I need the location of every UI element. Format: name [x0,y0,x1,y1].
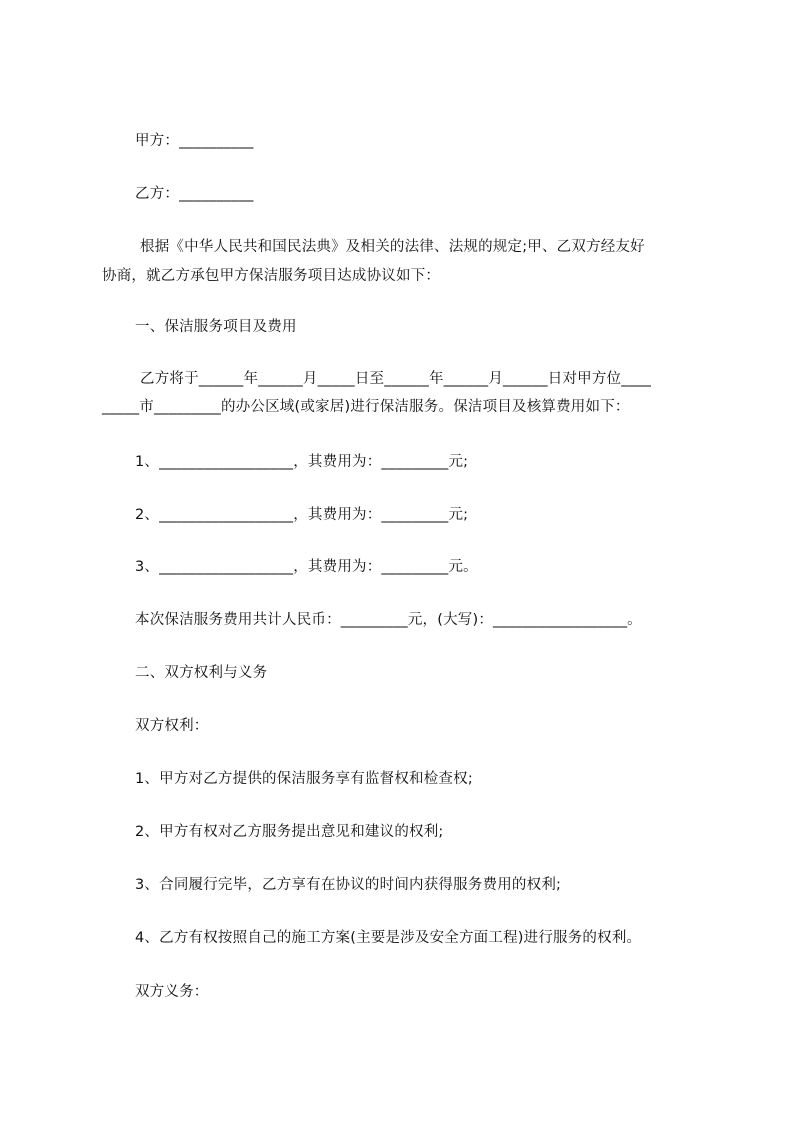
right-item-4: 4、乙方有权按照自己的施工方案(主要是涉及安全方面工程)进行服务的权利。 [135,930,642,946]
fee-item-1: 1、__________________，其费用为：_________元; [135,454,469,470]
section1-heading: 一、保洁服务项目及费用 [135,319,297,335]
right-item-1: 1、甲方对乙方提供的保洁服务享有监督权和检查权; [135,771,473,787]
fee-item-3: 3、__________________，其费用为：_________元。 [135,559,478,575]
right-item-2: 2、甲方有权对乙方服务提出意见和建议的权利; [135,824,444,840]
rights-heading: 双方权利： [135,718,209,734]
total-fee-line: 本次保洁服务费用共计人民币：_________元，(大写)：__________________。 [135,612,642,628]
party-a-line: 甲方：__________ [135,133,254,149]
fee-item-2: 2、__________________，其费用为：_________元; [135,507,469,523]
section2-heading: 二、双方权利与义务 [135,665,268,681]
service-paragraph-line-2: _____市_________的办公区域(或家居)进行保洁服务。保洁项目及核算费用如下： [102,399,630,415]
service-paragraph-line-1: 乙方将于______年______月_____日至______年______月______日对甲方位____ [140,371,652,387]
duties-heading: 双方义务： [135,984,209,1000]
party-b-line: 乙方：__________ [135,186,254,202]
intro-paragraph-line-1: 根据《中华人民共和国民法典》及相关的法律、法规的规定;甲、乙双方经友好 [140,239,645,255]
right-item-3: 3、合同履行完毕，乙方享有在协议的时间内获得服务费用的权利; [135,877,562,893]
intro-paragraph-line-2: 协商，就乙方承包甲方保洁服务项目达成协议如下： [102,268,441,284]
